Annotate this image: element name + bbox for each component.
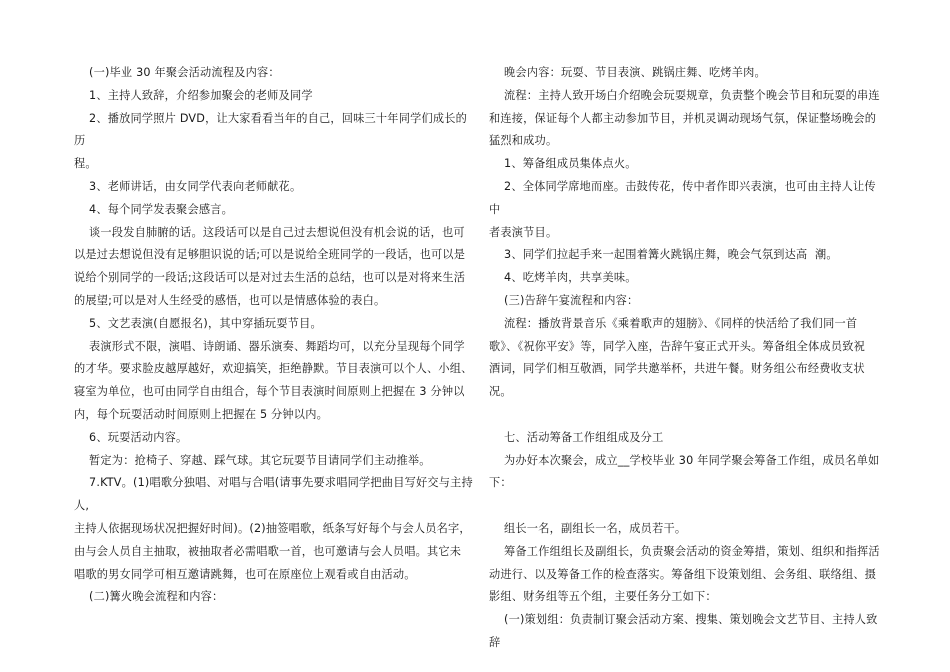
text-line: (三)告辞午宴流程和内容：: [489, 293, 639, 307]
text-line: 为办好本次聚会，成立__学校毕业 30 年同学聚会筹备工作组，成员名单如下：: [489, 453, 880, 490]
text-line: 筹备工作组组长及副组长，负责聚会活动的资金筹措，策划、组织和指挥活: [489, 544, 880, 558]
text-line: 2、播放同学照片 DVD，让大家看看当年的自己，回味三十年同学们成长的历: [74, 111, 468, 148]
text-line: (一)毕业 30 年聚会活动流程及内容：: [74, 66, 280, 79]
text-line: 的展望;可以是对人生经受的感悟，也可以是情感体验的表白。: [74, 293, 386, 307]
text-line: 2、全体同学席地而座。击鼓传花，传中者作即兴表演，也可由主持人让传中: [489, 179, 876, 216]
text-line: 谈一段发自肺腑的话。这段话可以是自己过去想说但没有机会说的话，也可: [74, 225, 465, 239]
section-heading: 七、活动筹备工作组组成及分工: [489, 430, 664, 444]
text-line: 6、玩耍活动内容。: [74, 430, 188, 444]
text-line: 晚会内容：玩耍、节目表演、跳锅庄舞、吃烤羊肉。: [489, 66, 766, 79]
text-line: 5、文艺表演(自愿报名)，其中穿插玩耍节目。: [74, 316, 322, 330]
text-line: 以是过去想说但没有足够胆识说的话;可以是说给全班同学的一段话，也可以是: [74, 248, 466, 262]
text-line: 说给个别同学的一段话;这段话可以是对过去生活的总结，也可以是对将来生活: [74, 271, 466, 285]
text-line: 1、主持人致辞，介绍参加聚会的老师及同学: [74, 88, 313, 102]
text-line: 主持人依据现场状况把握好时间)。(2)抽签唱歌，纸条写好每个与会人员名字，: [74, 521, 471, 535]
text-line: 由与会人员自主抽取，被抽取者必需唱歌一首，也可邀请与会人员唱。其它未: [74, 544, 462, 558]
text-line: 暂定为：抢椅子、穿越、踩气球。其它玩耍节目请同学们主动推举。: [74, 453, 431, 467]
text-line: 7.KTV。(1)唱歌分独唱、对唱与合唱(请事先要求唱同学把曲目写好交与主持人,: [74, 476, 473, 513]
text-line: 4、每个同学发表聚会感言。: [74, 202, 233, 216]
spacer: [489, 404, 885, 427]
text-line: 影组、财务组等五个组，主要任务分工如下：: [489, 590, 717, 604]
text-line: 者表演节目。: [489, 225, 558, 239]
text-line: 组长一名，副组长一名，成员若干。: [489, 521, 687, 535]
text-line: 唱歌的男女同学可相互邀请跳舞，也可在原座位上观看或自由活动。: [74, 567, 416, 581]
text-line: 程。: [74, 157, 97, 171]
text-line: 3、老师讲话，由女同学代表向老师献花。: [74, 179, 302, 193]
text-line: 和连接，保证每个人都主动参加节目，并机灵调动现场气氛，保证整场晚会的: [489, 111, 877, 125]
text-line: 流程：主持人致开场白介绍晚会玩耍规章，负责整个晚会节目和玩耍的串连: [489, 88, 880, 102]
text-line: 3、同学们拉起手来一起围着篝火跳锅庄舞，晚会气氛到达高 潮。: [489, 248, 838, 262]
text-line: 4、吃烤羊肉，共享美味。: [489, 271, 637, 285]
text-line: 内，每个玩耍活动时间原则上把握在 5 分钟以内。: [74, 407, 328, 421]
text-line: 流程：播放背景音乐《乘着歌声的翅膀》、《同样的快活给了我们同一首: [489, 316, 858, 330]
text-line: 动进行、以及筹备工作的检查落实。筹备组下设策划组、会务组、联络组、摄: [489, 567, 877, 581]
text-line: 寝室为单位，也可由同学自由组合，每个节目表演时间原则上把握在 3 分钟以: [74, 385, 465, 399]
text-line: 表演形式不限，演唱、诗朗诵、器乐演奏、舞蹈均可，以充分呈现每个同学: [74, 339, 465, 353]
text-line: 1、筹备组成员集体点火。: [489, 157, 637, 171]
spacer: [489, 495, 885, 518]
text-line: 歌》、《祝你平安》等，同学入座，告辞午宴正式开头。筹备组全体成员致祝: [489, 339, 865, 353]
text-line: (二)篝火晚会流程和内容：: [74, 590, 224, 604]
right-column: [489, 62, 885, 655]
text-line: (一)策划组：负责制订聚会活动方案、搜集、策划晚会文艺节目、主持人致辞: [489, 613, 878, 649]
text-line: 猛烈和成功。: [489, 134, 558, 148]
text-line: 的才华。要求脸皮越厚越好，欢迎搞笑，拒绝静默。节目表演可以个人、小组、: [74, 362, 473, 376]
text-line: 酒词，同学们相互敬酒，同学共邀举杯，共进午餐。财务组公布经费收支状况。: [489, 362, 865, 399]
left-column: [74, 62, 474, 609]
